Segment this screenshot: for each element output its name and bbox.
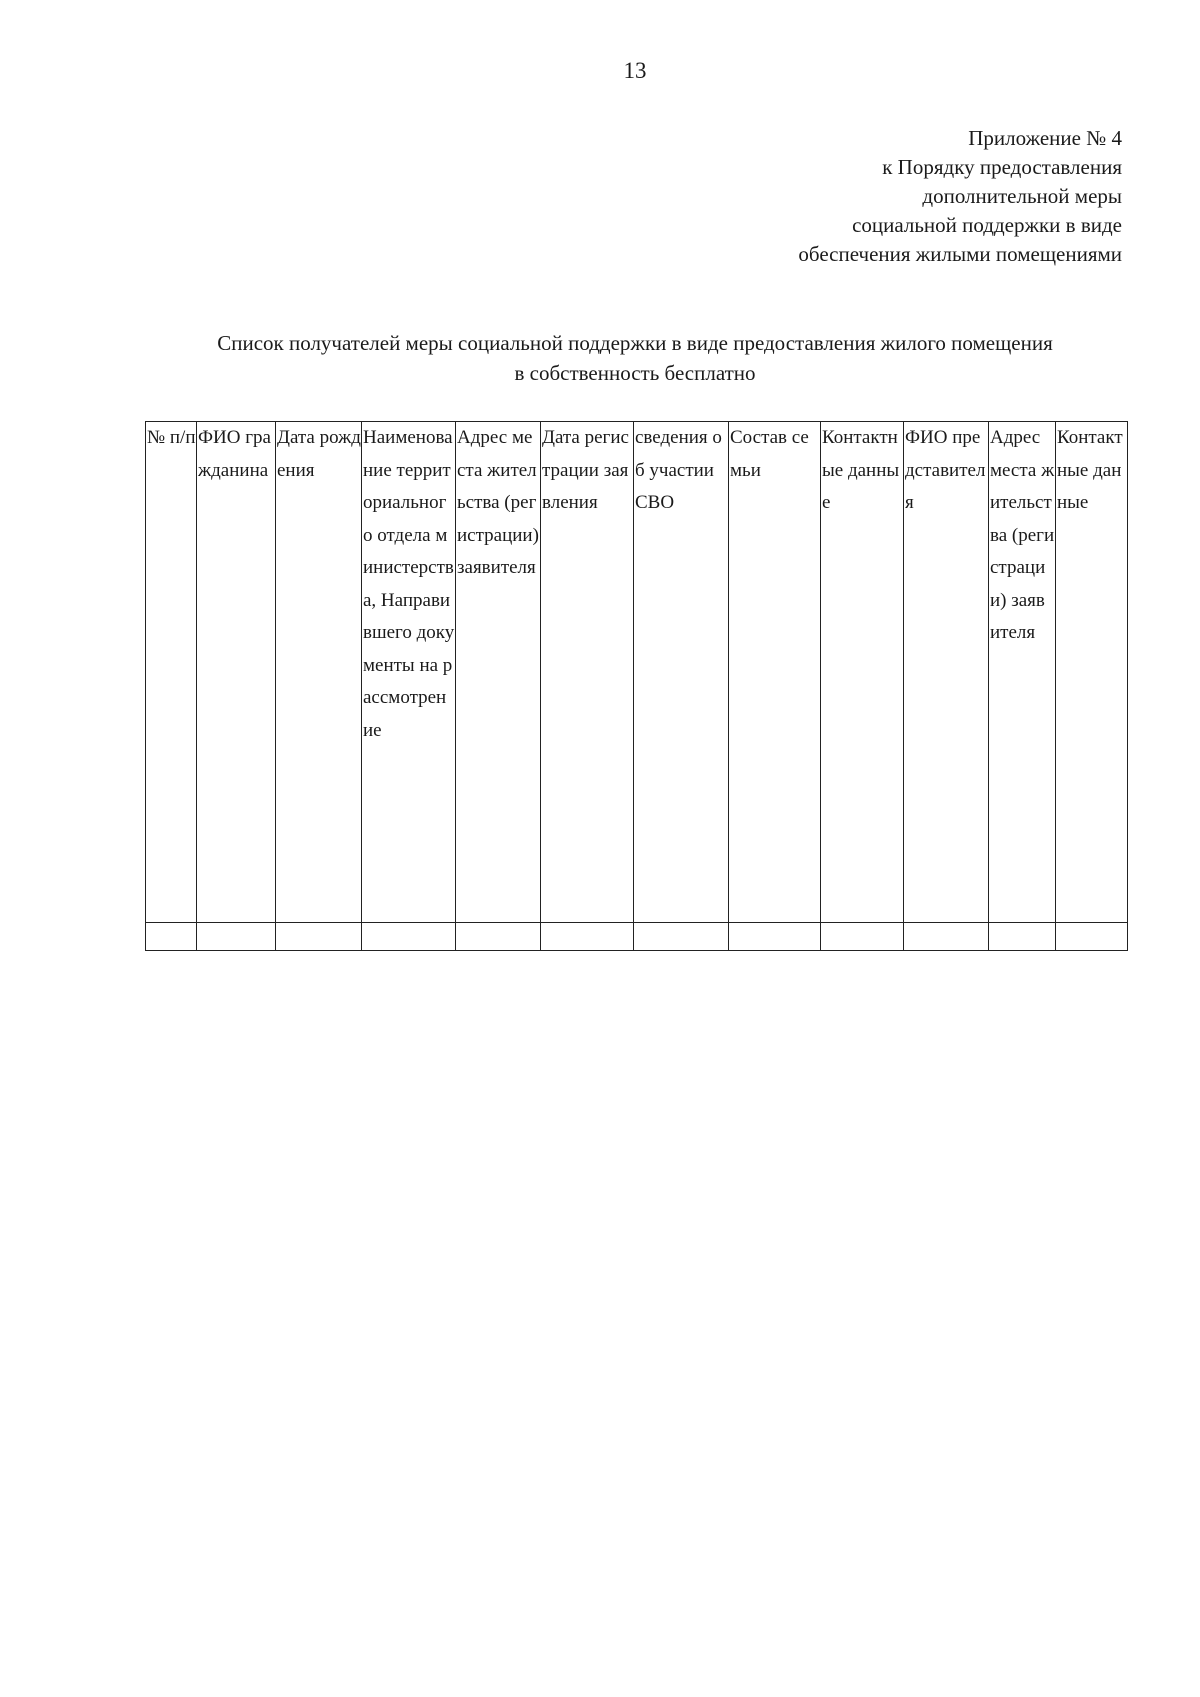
- appendix-line: Приложение № 4: [968, 126, 1122, 150]
- table-row: [146, 923, 1128, 951]
- column-header: Наименование территориального отдела министерства, Направившего документы на рассмотрение: [362, 422, 456, 923]
- table-cell: [989, 923, 1056, 951]
- title-line: в собственность бесплатно: [514, 361, 756, 385]
- column-header: Контактные данные: [1056, 422, 1128, 923]
- table-cell: [197, 923, 276, 951]
- table-cell: [904, 923, 989, 951]
- table-cell: [541, 923, 634, 951]
- column-header: Контактные данные: [821, 422, 904, 923]
- column-header: сведения об участии СВО: [634, 422, 729, 923]
- table-cell: [146, 923, 197, 951]
- table-header-row: [146, 422, 1128, 923]
- table-cell: [362, 923, 456, 951]
- title-line: Список получателей меры социальной поддержки в виде предоставления жилого помещения: [217, 331, 1053, 355]
- table-cell: [456, 923, 541, 951]
- table-cell: [1056, 923, 1128, 951]
- appendix-line: социальной поддержки в виде: [852, 213, 1122, 237]
- table-cell: [634, 923, 729, 951]
- recipients-table: [145, 421, 1128, 951]
- page-number: 13: [623, 58, 647, 83]
- column-header: ФИО представителя: [904, 422, 989, 923]
- appendix-line: дополнительной меры: [922, 184, 1122, 208]
- column-header: Состав семьи: [729, 422, 821, 923]
- table-cell: [729, 923, 821, 951]
- column-header: Адрес места жительства (регистрации) заявителя: [456, 422, 541, 923]
- column-header: Адрес места жительства (регистрации) заявителя: [989, 422, 1056, 923]
- column-header: Дата регистрации заявления: [541, 422, 634, 923]
- appendix-header: [798, 124, 1122, 269]
- table-cell: [821, 923, 904, 951]
- document-title: [0, 328, 1200, 388]
- column-header: Дата рождения: [276, 422, 362, 923]
- appendix-line: обеспечения жилыми помещениями: [798, 242, 1122, 266]
- table-cell: [276, 923, 362, 951]
- column-header: № п/п: [146, 422, 197, 923]
- appendix-line: к Порядку предоставления: [882, 155, 1122, 179]
- column-header: ФИО гражданина: [197, 422, 276, 923]
